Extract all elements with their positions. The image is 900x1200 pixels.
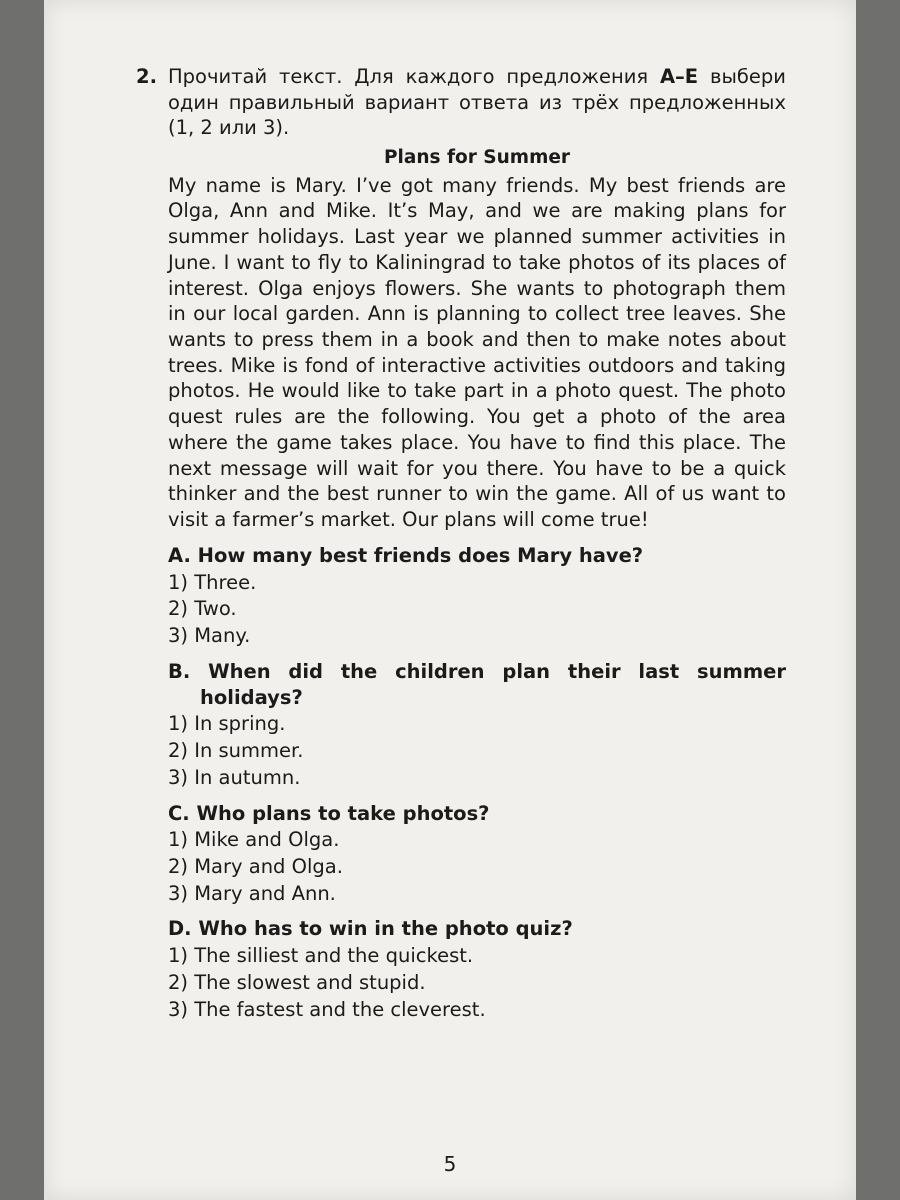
question-d: [168, 916, 786, 1022]
question-text: A. How many best friends does Mary have?: [168, 543, 644, 567]
question-text: D. Who has to win in the photo quiz?: [168, 917, 573, 941]
answer-option: 1) Three.: [168, 570, 257, 594]
question-text-line-2: holidays?: [200, 685, 303, 709]
question-a: [168, 543, 786, 649]
answer-option: 2) In summer.: [168, 739, 304, 763]
question-c: [168, 801, 786, 907]
page-content: [136, 64, 786, 1023]
answer-option: 2) Two.: [168, 597, 237, 621]
answer-option: 2) The slowest and stupid.: [168, 970, 426, 994]
answer-option: 3) Mary and Ann.: [168, 881, 336, 905]
page-number: 5: [443, 1152, 457, 1176]
task-instruction-text: [168, 65, 786, 139]
task-number: 2.: [136, 65, 157, 88]
answer-option: 3) The fastest and the cleverest.: [168, 997, 486, 1021]
instruction-part-1: Прочитай текст. Для каждого предложения: [168, 65, 660, 88]
question-b: [168, 659, 786, 791]
question-text-line-1: B. When did the children plan their last summer: [168, 659, 786, 683]
answer-option: 2) Mary and Olga.: [168, 854, 343, 878]
text-title: Plans for Summer: [383, 147, 571, 169]
answer-option: 3) Many.: [168, 624, 251, 648]
reading-passage: My name is Mary. I’ve got many friends. My best friends are Olga, Ann and Mike. It’s May, and we are making plans for summer holidays. Last year we planned summer activities in June. I want to fly to Kaliningrad to take photos of its places of interest. Olga enjoys flowers. She wants to photograph them in our local garden. Ann is planning to collect tree leaves. She wants to press them in a book and then to make notes about trees. Mike is fond of interactive activities outdoors and taking photos. He would like to take part in a photo quest. The photo quest rules are the following. You get a photo of the area where the game takes place. You have to find this place. The next message will wait for you there. You have to be a quick thinker and the best runner to win the game. All of us want to visit a farmer’s market. Our plans will come true!: [168, 173, 786, 532]
answer-option: 1) The silliest and the quickest.: [168, 944, 474, 968]
question-text: [168, 659, 786, 710]
answer-option: 1) In spring.: [168, 712, 286, 736]
instruction-part-2: выбери один правильный вариант ответа из трёх предложенных (1, 2 или 3).: [168, 65, 786, 140]
answer-option: 1) Mike and Olga.: [168, 828, 340, 852]
answer-option: 3) In autumn.: [168, 765, 301, 789]
task-instruction: [136, 64, 786, 141]
question-text: C. Who plans to take photos?: [168, 801, 490, 825]
instruction-bold-range: A–E: [659, 65, 699, 88]
textbook-page: [44, 0, 856, 1200]
